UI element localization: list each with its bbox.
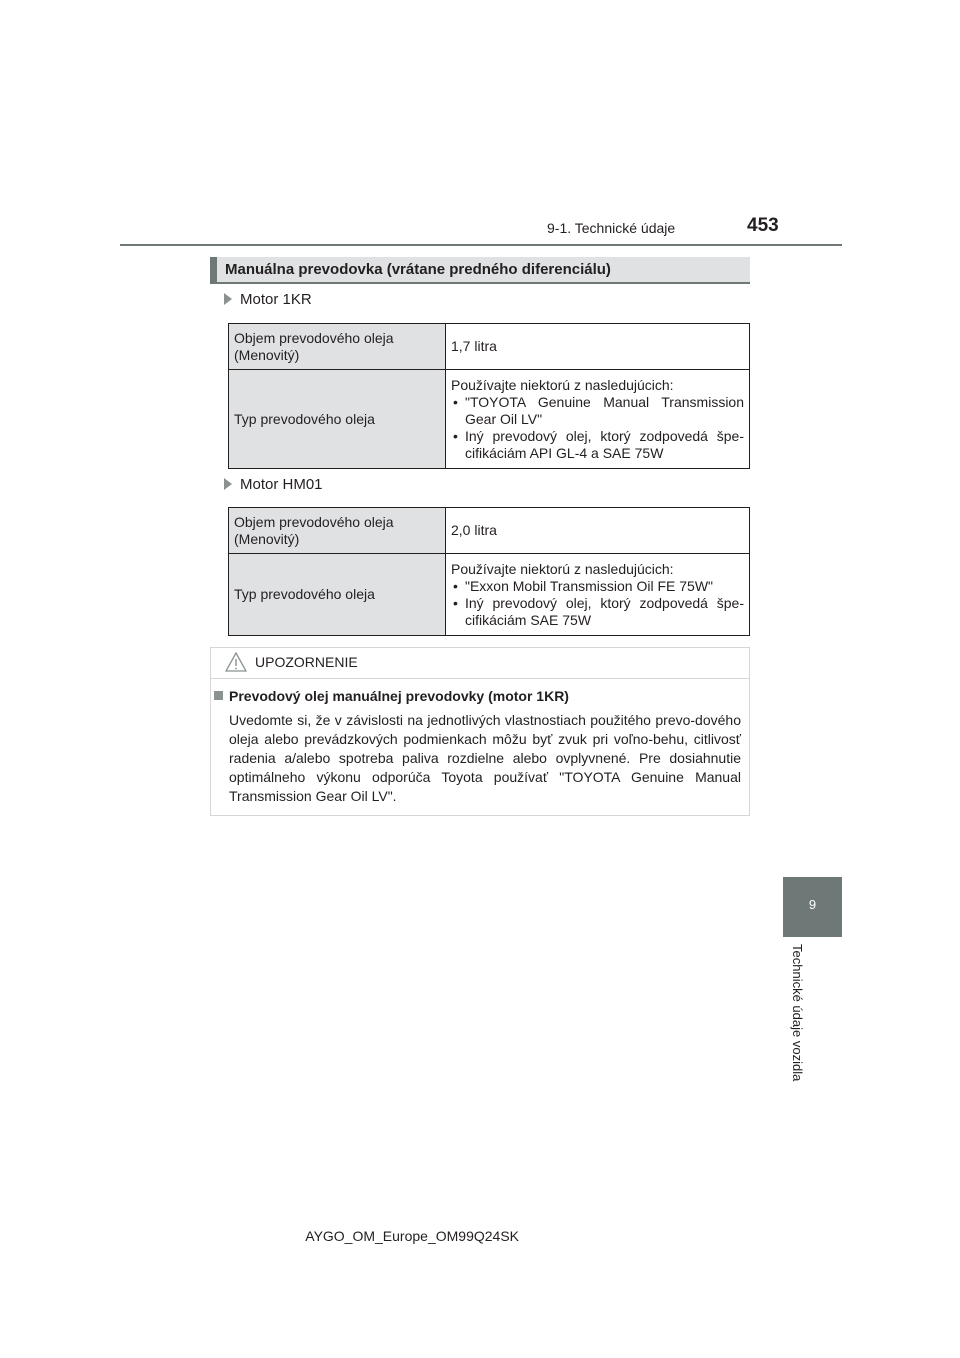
header-rule bbox=[120, 244, 842, 246]
chapter-label: Technické údaje vozidla bbox=[790, 944, 805, 1082]
capacity-label-cell: Objem prevodového oleja (Menovitý) bbox=[229, 508, 446, 554]
oil-type-intro: Používajte niektorú z nasledujúcich: bbox=[451, 376, 674, 393]
triangle-bullet-icon bbox=[224, 478, 232, 490]
oil-type-list bbox=[451, 578, 744, 629]
section-title-bar bbox=[210, 257, 750, 284]
oil-type-label-cell: Typ prevodového oleja bbox=[229, 370, 446, 469]
footer-doc-id: AYGO_OM_Europe_OM99Q24SK bbox=[305, 1228, 519, 1244]
list-item: • "Exxon Mobil Transmission Oil FE 75W" bbox=[451, 578, 744, 595]
table-row bbox=[229, 370, 750, 469]
chapter-number: 9 bbox=[808, 897, 817, 912]
spec-table-1kr bbox=[228, 323, 750, 469]
warning-header bbox=[211, 648, 749, 679]
oil-type-label-cell: Typ prevodového oleja bbox=[229, 554, 446, 636]
engine-heading-text: Motor HM01 bbox=[240, 476, 323, 493]
warning-heading-text: Prevodový olej manuálnej prevodovky (motor 1KR) bbox=[229, 688, 569, 704]
engine-heading-1kr bbox=[224, 291, 312, 308]
warning-label: UPOZORNENIE bbox=[255, 654, 358, 670]
spec-table-hm01 bbox=[228, 507, 750, 636]
square-bullet-icon bbox=[214, 691, 223, 700]
list-item: • Iný prevodový olej, ktorý zodpovedá špe-cifikáciám SAE 75W bbox=[451, 595, 744, 629]
table-row bbox=[229, 554, 750, 636]
list-item: • Iný prevodový olej, ktorý zodpovedá špe-cifikáciám API GL-4 a SAE 75W bbox=[451, 428, 744, 462]
oil-type-intro: Používajte niektorú z nasledujúcich: bbox=[451, 560, 674, 577]
engine-heading-hm01 bbox=[224, 476, 323, 493]
chapter-tab bbox=[783, 877, 842, 937]
warning-heading bbox=[214, 688, 569, 704]
capacity-value-cell: 2,0 litra bbox=[446, 508, 750, 554]
section-title: Manuálna prevodovka (vrátane predného diferenciálu) bbox=[225, 261, 611, 278]
warning-triangle-icon bbox=[225, 652, 247, 672]
list-item: • "TOYOTA Genuine Manual Transmission Gear Oil LV" bbox=[451, 394, 744, 428]
page-number: 453 bbox=[747, 215, 779, 236]
table-row bbox=[229, 508, 750, 554]
oil-type-list bbox=[451, 394, 744, 462]
warning-box bbox=[210, 647, 750, 816]
engine-heading-text: Motor 1KR bbox=[240, 291, 312, 308]
warning-body: Uvedomte si, že v závislosti na jednotlivých vlastnostiach použitého prevo-dového oleja alebo prevádzkových podmienkach môžu byť zvuk pri voľno-behu, citlivosť radenia a/alebo spotreba paliva rozdielne alebo ovplyvnené. Pre dosiahnutie optimálneho výkonu odporúča Toyota používať "TOYOTA Genuine Manual Transmission Gear Oil LV". bbox=[229, 712, 741, 804]
triangle-bullet-icon bbox=[224, 293, 232, 305]
oil-type-value-cell bbox=[446, 370, 750, 469]
table-row bbox=[229, 324, 750, 370]
oil-type-value-cell bbox=[446, 554, 750, 636]
header-section-title: 9-1. Technické údaje bbox=[547, 220, 676, 236]
section-title-accent bbox=[210, 257, 217, 282]
capacity-label-cell: Objem prevodového oleja (Menovitý) bbox=[229, 324, 446, 370]
capacity-value-cell: 1,7 litra bbox=[446, 324, 750, 370]
